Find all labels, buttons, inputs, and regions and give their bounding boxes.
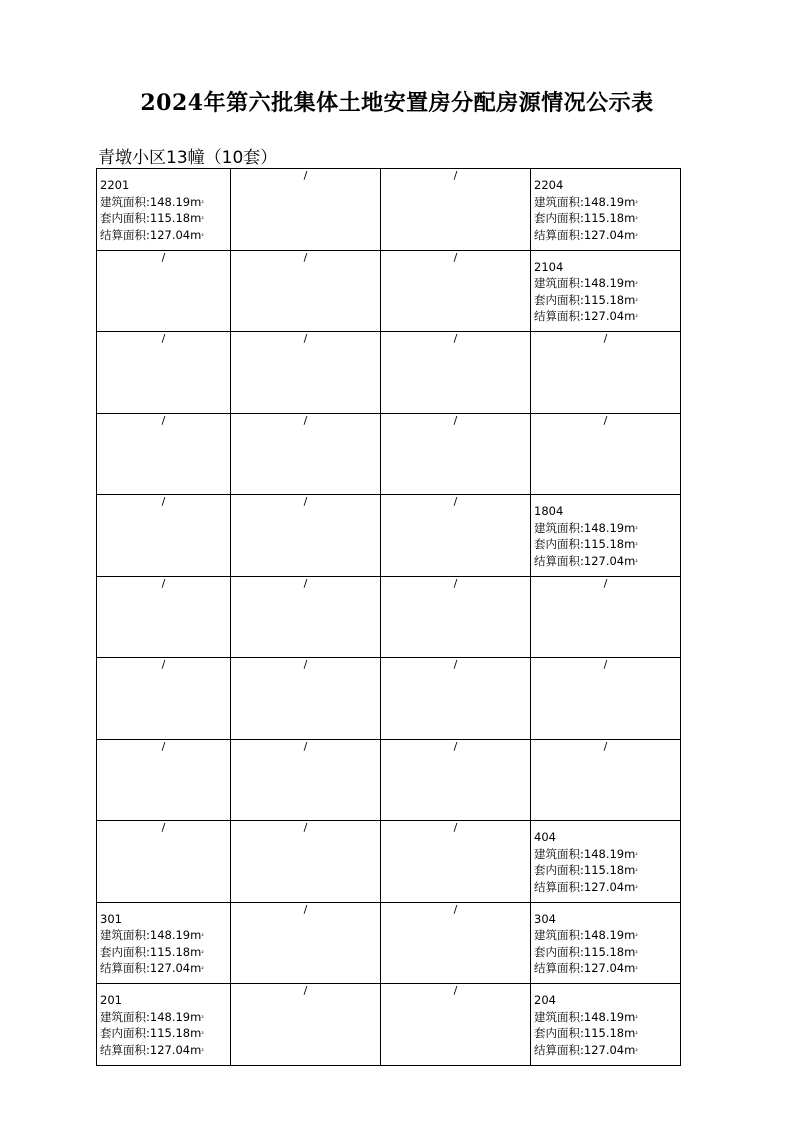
area-line-settle	[534, 308, 680, 325]
table-row	[97, 984, 681, 1066]
area-unit-superscript: ²	[201, 1031, 204, 1038]
unit-number: 301	[100, 911, 122, 926]
table-row	[97, 495, 681, 577]
area-unit-superscript: ²	[201, 1047, 204, 1055]
area-line-inner	[534, 944, 680, 961]
empty-mark: /	[453, 495, 458, 508]
area-unit: m	[624, 863, 636, 877]
empty-cell	[531, 332, 681, 414]
area-value: 148.19	[149, 928, 191, 942]
empty-cell	[531, 739, 681, 821]
empty-cell	[231, 902, 381, 984]
table-row	[97, 739, 681, 821]
area-unit: m	[624, 520, 636, 535]
empty-cell	[381, 413, 531, 495]
area-unit-superscript: ²	[635, 558, 638, 566]
empty-cell	[231, 821, 381, 903]
area-label: 套内面积:	[100, 211, 150, 225]
area-unit: m	[624, 309, 636, 323]
empty-mark: /	[453, 576, 458, 590]
area-unit-superscript: ²	[635, 1047, 638, 1055]
area-line-inner	[534, 862, 680, 879]
unit-cell	[97, 169, 231, 251]
empty-mark: /	[603, 658, 608, 671]
area-unit: m	[624, 194, 636, 209]
area-unit-superscript: ²	[635, 1014, 638, 1022]
unit-number: 2201	[100, 178, 130, 192]
area-value: 115.18	[583, 944, 625, 959]
area-label: 建筑面积:	[534, 520, 584, 535]
area-value: 148.19	[149, 1009, 191, 1024]
area-line-inner	[534, 292, 680, 309]
empty-cell	[97, 576, 231, 658]
area-line-inner	[100, 944, 230, 961]
area-unit: m	[624, 1009, 636, 1024]
area-value: 115.18	[583, 537, 625, 551]
area-line-build	[534, 846, 680, 863]
area-label: 建筑面积:	[534, 276, 584, 290]
empty-cell	[381, 821, 531, 903]
table-row	[97, 902, 681, 984]
empty-mark: /	[303, 821, 308, 834]
empty-mark: /	[603, 739, 608, 753]
area-unit: m	[624, 1026, 636, 1040]
area-unit-superscript: ²	[635, 297, 638, 305]
unit-info	[97, 169, 230, 243]
empty-cell	[381, 169, 531, 251]
empty-cell	[231, 250, 381, 332]
area-line-build	[534, 1009, 680, 1026]
area-label: 建筑面积:	[534, 1009, 584, 1024]
area-label: 结算面积:	[100, 961, 150, 975]
empty-mark: /	[161, 739, 166, 753]
area-unit-superscript: ²	[201, 232, 204, 240]
empty-mark: /	[603, 413, 608, 427]
empty-mark: /	[453, 169, 458, 182]
area-value: 127.04	[583, 227, 625, 242]
empty-cell	[381, 332, 531, 414]
area-value: 127.04	[149, 1042, 191, 1057]
empty-mark: /	[453, 332, 458, 345]
area-unit-superscript: ²	[635, 949, 638, 957]
area-unit-superscript: ²	[201, 949, 204, 957]
area-unit-superscript: ²	[635, 851, 638, 859]
housing-table-body	[97, 169, 681, 1066]
unit-info	[531, 821, 680, 895]
unit-info	[531, 495, 680, 569]
area-label: 结算面积:	[534, 1042, 584, 1057]
area-value: 148.19	[583, 928, 625, 942]
empty-mark: /	[303, 658, 308, 671]
empty-cell	[97, 332, 231, 414]
area-label: 建筑面积:	[100, 194, 150, 209]
area-line-build	[534, 275, 680, 292]
unit-cell	[97, 984, 231, 1066]
empty-cell	[97, 250, 231, 332]
empty-mark: /	[303, 984, 308, 997]
unit-number: 404	[534, 830, 556, 844]
area-label: 套内面积:	[534, 944, 584, 959]
area-value: 148.19	[583, 520, 625, 535]
empty-cell	[231, 576, 381, 658]
area-unit: m	[190, 1042, 202, 1057]
area-value: 115.18	[583, 292, 625, 307]
area-line-settle	[100, 960, 230, 977]
unit-info	[97, 903, 230, 977]
empty-mark: /	[303, 250, 308, 264]
area-label: 结算面积:	[100, 1042, 150, 1057]
empty-mark: /	[453, 984, 458, 997]
area-value: 148.19	[583, 276, 625, 290]
unit-info	[531, 984, 680, 1058]
area-value: 148.19	[149, 194, 191, 209]
unit-info	[531, 251, 680, 325]
empty-mark: /	[453, 413, 458, 427]
area-unit-superscript: ²	[635, 542, 638, 549]
area-unit-superscript: ²	[635, 525, 638, 533]
area-unit: m	[624, 944, 636, 959]
area-line-inner	[534, 536, 680, 553]
area-line-build	[534, 520, 680, 537]
area-value: 115.18	[583, 1026, 625, 1040]
area-value: 127.04	[583, 879, 625, 894]
empty-cell	[531, 413, 681, 495]
area-label: 结算面积:	[534, 961, 584, 975]
area-unit: m	[190, 1026, 202, 1040]
area-value: 115.18	[149, 944, 191, 959]
area-line-inner	[100, 1025, 230, 1042]
area-label: 套内面积:	[534, 863, 584, 877]
empty-mark: /	[303, 739, 308, 753]
area-label: 套内面积:	[100, 944, 150, 959]
empty-mark: /	[161, 495, 166, 508]
empty-mark: /	[453, 739, 458, 753]
table-row	[97, 658, 681, 740]
area-unit: m	[190, 194, 202, 209]
table-row	[97, 413, 681, 495]
empty-mark: /	[603, 576, 608, 590]
area-line-build	[534, 194, 680, 211]
area-line-settle	[534, 960, 680, 977]
empty-cell	[381, 250, 531, 332]
empty-cell	[531, 576, 681, 658]
unit-cell	[531, 902, 681, 984]
unit-info	[97, 984, 230, 1058]
area-label: 套内面积:	[534, 292, 584, 307]
area-line-build	[100, 1009, 230, 1026]
empty-cell	[231, 495, 381, 577]
area-unit: m	[624, 211, 636, 225]
area-label: 建筑面积:	[534, 194, 584, 209]
area-line-settle	[534, 553, 680, 570]
empty-cell	[97, 413, 231, 495]
area-unit-superscript: ²	[201, 966, 204, 973]
area-value: 115.18	[149, 211, 191, 225]
area-label: 套内面积:	[534, 1026, 584, 1040]
area-line-build	[100, 194, 230, 211]
empty-cell	[381, 984, 531, 1066]
area-label: 建筑面积:	[100, 1009, 150, 1024]
area-unit: m	[190, 227, 202, 242]
table-row	[97, 821, 681, 903]
area-unit: m	[624, 928, 636, 942]
empty-mark: /	[161, 250, 166, 264]
unit-number: 1804	[534, 504, 564, 518]
area-unit-superscript: ²	[635, 933, 638, 940]
unit-cell	[531, 821, 681, 903]
empty-cell	[381, 739, 531, 821]
area-line-build	[534, 927, 680, 944]
empty-cell	[231, 658, 381, 740]
area-line-settle	[534, 879, 680, 896]
area-line-settle	[534, 1042, 680, 1059]
empty-mark: /	[453, 658, 458, 671]
area-unit-superscript: ²	[201, 933, 204, 940]
area-unit-superscript: ²	[635, 199, 638, 207]
area-label: 套内面积:	[534, 211, 584, 225]
unit-info	[531, 169, 680, 243]
empty-cell	[381, 495, 531, 577]
area-value: 115.18	[583, 211, 625, 225]
housing-table	[96, 168, 681, 1066]
area-value: 127.04	[149, 961, 191, 975]
unit-number: 204	[534, 993, 556, 1007]
area-label: 套内面积:	[100, 1026, 150, 1040]
empty-mark: /	[303, 495, 308, 508]
empty-cell	[97, 821, 231, 903]
area-unit: m	[624, 227, 636, 242]
area-unit-superscript: ²	[635, 232, 638, 240]
area-unit-superscript: ²	[635, 966, 638, 973]
area-value: 127.04	[583, 309, 625, 323]
area-line-settle	[100, 227, 230, 244]
area-unit-superscript: ²	[201, 1014, 204, 1022]
area-unit: m	[190, 961, 202, 975]
unit-cell	[531, 495, 681, 577]
area-label: 建筑面积:	[534, 928, 584, 942]
area-unit-superscript: ²	[635, 868, 638, 875]
area-line-build	[100, 927, 230, 944]
page-title: 2024年第六批集体土地安置房分配房源情况公示表	[140, 90, 654, 116]
empty-mark: /	[161, 413, 166, 427]
empty-cell	[97, 495, 231, 577]
area-unit: m	[190, 928, 202, 942]
area-line-inner	[100, 210, 230, 227]
unit-cell	[531, 169, 681, 251]
empty-mark: /	[453, 902, 458, 916]
empty-mark: /	[303, 902, 308, 916]
empty-cell	[381, 902, 531, 984]
table-row	[97, 169, 681, 251]
unit-number: 2204	[534, 178, 564, 192]
area-value: 115.18	[149, 1026, 191, 1040]
area-value: 115.18	[583, 863, 625, 877]
empty-mark: /	[453, 250, 458, 264]
empty-cell	[231, 169, 381, 251]
unit-number: 304	[534, 911, 556, 926]
area-value: 148.19	[583, 1009, 625, 1024]
area-value: 127.04	[583, 961, 625, 975]
empty-cell	[231, 984, 381, 1066]
area-unit: m	[624, 961, 636, 975]
area-unit: m	[624, 553, 636, 568]
area-value: 127.04	[149, 227, 191, 242]
area-unit-superscript: ²	[201, 216, 204, 223]
area-unit: m	[190, 211, 202, 225]
area-unit: m	[624, 846, 636, 861]
area-label: 结算面积:	[100, 227, 150, 242]
unit-cell	[531, 250, 681, 332]
empty-cell	[231, 739, 381, 821]
empty-cell	[231, 332, 381, 414]
unit-number: 2104	[534, 259, 564, 274]
unit-number: 201	[100, 993, 122, 1007]
area-value: 148.19	[583, 846, 625, 861]
area-unit-superscript: ²	[635, 1031, 638, 1038]
area-line-settle	[534, 227, 680, 244]
area-unit: m	[624, 1042, 636, 1057]
area-unit: m	[624, 879, 636, 894]
area-unit: m	[624, 292, 636, 307]
empty-cell	[231, 413, 381, 495]
empty-mark: /	[303, 332, 308, 345]
area-unit-superscript: ²	[635, 281, 638, 288]
area-unit: m	[190, 1009, 202, 1024]
empty-cell	[97, 739, 231, 821]
empty-mark: /	[161, 332, 166, 345]
area-line-settle	[100, 1042, 230, 1059]
building-subtitle: 青墩小区13幢（10套）	[98, 148, 278, 168]
area-unit: m	[190, 944, 202, 959]
area-label: 结算面积:	[534, 879, 584, 894]
area-value: 148.19	[583, 194, 625, 209]
table-row	[97, 250, 681, 332]
area-label: 结算面积:	[534, 227, 584, 242]
table-row	[97, 332, 681, 414]
empty-mark: /	[161, 576, 166, 590]
area-value: 127.04	[583, 1042, 625, 1057]
area-label: 套内面积:	[534, 537, 584, 551]
empty-cell	[531, 658, 681, 740]
empty-mark: /	[303, 576, 308, 590]
empty-mark: /	[161, 658, 166, 671]
area-unit: m	[624, 276, 636, 290]
unit-cell	[531, 984, 681, 1066]
area-value: 127.04	[583, 553, 625, 568]
area-label: 建筑面积:	[534, 846, 584, 861]
area-label: 结算面积:	[534, 553, 584, 568]
empty-cell	[381, 658, 531, 740]
table-row	[97, 576, 681, 658]
empty-mark: /	[453, 821, 458, 834]
empty-cell	[97, 658, 231, 740]
empty-mark: /	[161, 821, 166, 834]
area-unit-superscript: ²	[635, 314, 638, 321]
area-unit: m	[624, 537, 636, 551]
empty-cell	[381, 576, 531, 658]
unit-info	[531, 903, 680, 977]
area-line-inner	[534, 210, 680, 227]
empty-mark: /	[603, 332, 608, 345]
area-unit-superscript: ²	[635, 884, 638, 892]
empty-mark: /	[303, 413, 308, 427]
area-line-inner	[534, 1025, 680, 1042]
area-label: 结算面积:	[534, 309, 584, 323]
area-label: 建筑面积:	[100, 928, 150, 942]
empty-mark: /	[303, 169, 308, 182]
area-unit-superscript: ²	[201, 199, 204, 207]
area-unit-superscript: ²	[635, 216, 638, 223]
unit-cell	[97, 902, 231, 984]
